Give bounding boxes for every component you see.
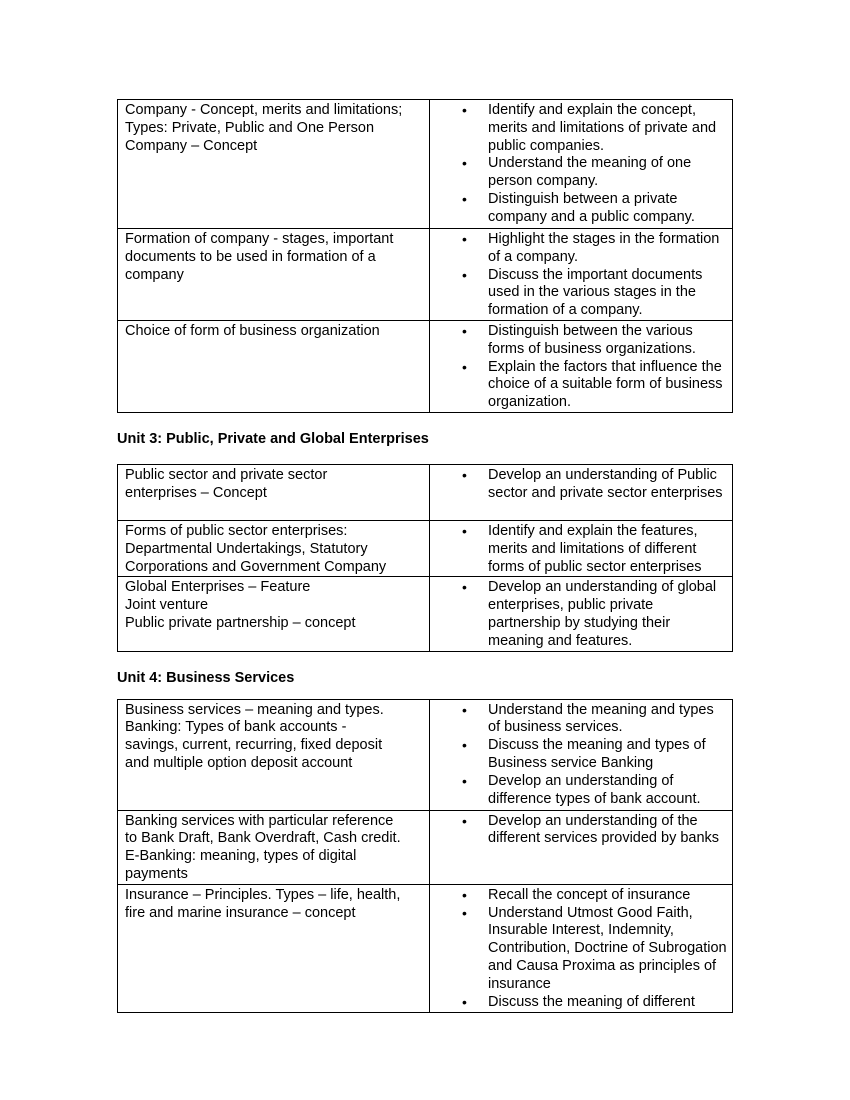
- list-item: • Distinguish between the various forms of business organizations.: [430, 323, 728, 359]
- list-item: • Distinguish between a private company and a public company.: [430, 191, 728, 227]
- topic-cell: [118, 699, 430, 810]
- table-row: [118, 699, 733, 810]
- list-item: • Discuss the important documents used in the various stages in the formation of a company.: [430, 267, 728, 320]
- topic-text: Banking services with particular reference to Bank Draft, Bank Overdraft, Cash credit. E-Banking: meaning, types of digital payments: [125, 812, 401, 882]
- list-item: • Identify and explain the concept, merits and limitations of private and public companies.: [430, 102, 728, 155]
- table-row: [118, 577, 733, 651]
- topic-text: Formation of company - stages, important documents to be used in formation of a company: [125, 231, 394, 283]
- list-item: • Develop an understanding of difference types of bank account.: [430, 773, 728, 809]
- list-item: • Discuss the meaning and types of Business service Banking: [430, 737, 728, 773]
- unit3-table: [117, 464, 733, 652]
- outcomes-list: [430, 467, 728, 503]
- outcomes-list: [430, 102, 728, 227]
- table-row: [118, 320, 733, 412]
- outcomes-cell: [430, 520, 733, 576]
- outcomes-cell: [430, 100, 733, 229]
- list-item: • Highlight the stages in the formation of a company.: [430, 231, 728, 267]
- list-item: • Develop an understanding of the different services provided by banks: [430, 813, 728, 849]
- topic-text: Forms of public sector enterprises: Departmental Undertakings, Statutory Corporations and Government Company: [125, 522, 387, 575]
- list-item: • Develop an understanding of Public sector and private sector enterprises: [430, 467, 728, 503]
- outcomes-list: [430, 231, 728, 320]
- topic-cell: [118, 320, 430, 412]
- table-row: [118, 229, 733, 321]
- topic-text: Insurance – Principles. Types – life, health, fire and marine insurance – concept: [125, 886, 401, 921]
- outcomes-cell: [430, 464, 733, 520]
- list-item: • Discuss the meaning of different: [430, 994, 728, 1012]
- topic-cell: [118, 810, 430, 884]
- topic-cell: [118, 229, 430, 321]
- unit4-heading: Unit 4: Business Services: [117, 669, 295, 686]
- unit4-table: [117, 699, 733, 1013]
- topic-cell: [118, 520, 430, 576]
- outcomes-cell: [430, 699, 733, 810]
- outcomes-cell: [430, 577, 733, 651]
- outcomes-cell: [430, 884, 733, 1012]
- unit3-heading: Unit 3: Public, Private and Global Enterprises: [117, 430, 429, 447]
- table-row: [118, 884, 733, 1012]
- list-item: • Develop an understanding of global enterprises, public private partnership by studying their meaning and features.: [430, 579, 728, 650]
- topic-cell: [118, 100, 430, 229]
- syllabus-page: [117, 99, 733, 1013]
- list-item: • Understand the meaning of one person company.: [430, 155, 728, 191]
- topic-text: Company - Concept, merits and limitations; Types: Private, Public and One Person Company – Concept: [125, 102, 403, 154]
- table-row: [118, 520, 733, 576]
- topic-cell: [118, 577, 430, 651]
- topic-text: Choice of form of business organization: [125, 322, 380, 339]
- list-item: • Explain the factors that influence the choice of a suitable form of business organization.: [430, 359, 728, 412]
- outcomes-cell: [430, 229, 733, 321]
- outcomes-list: [430, 887, 728, 1012]
- topic-cell: [118, 884, 430, 1012]
- table-row: [118, 100, 733, 229]
- outcomes-cell: [430, 810, 733, 884]
- outcomes-list: [430, 702, 728, 809]
- topic-cell: [118, 464, 430, 520]
- list-item: • Understand Utmost Good Faith, Insurable Interest, Indemnity, Contribution, Doctrine of Subrogation and Causa Proxima as principles of insurance: [430, 905, 728, 994]
- outcomes-list: [430, 323, 728, 412]
- topic-text: Business services – meaning and types. Banking: Types of bank accounts - savings, current, recurring, fixed deposit and multiple option deposit account: [125, 701, 384, 771]
- topic-text: Public sector and private sector enterprises – Concept: [125, 466, 328, 501]
- table-row: [118, 464, 733, 520]
- table-row: [118, 810, 733, 884]
- list-item: • Recall the concept of insurance: [430, 887, 728, 905]
- list-item: • Identify and explain the features, merits and limitations of different forms of public sector enterprises: [430, 523, 728, 576]
- outcomes-cell: [430, 320, 733, 412]
- outcomes-list: [430, 813, 728, 849]
- topic-text: Global Enterprises – Feature Joint venture Public private partnership – concept: [125, 579, 356, 631]
- unit2-table: [117, 99, 733, 413]
- outcomes-list: [430, 523, 728, 576]
- list-item: • Understand the meaning and types of business services.: [430, 702, 728, 738]
- outcomes-list: [430, 579, 728, 650]
